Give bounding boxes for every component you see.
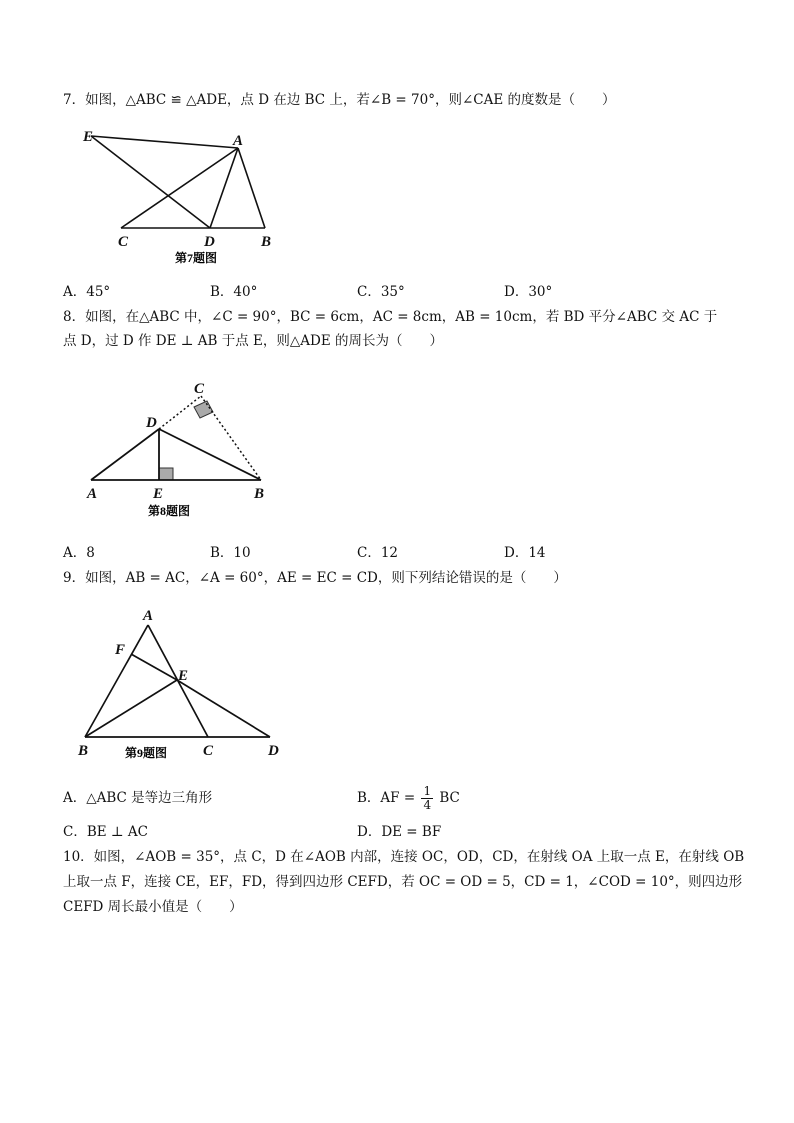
q9-label-d: D [268,743,279,759]
q7-label-a: A [233,133,244,149]
question-10-text-line3: CEFD 周长最小值是（ ） [63,899,243,915]
q8-option-b[interactable]: B．10 [210,545,251,561]
q8-option-a[interactable]: A．8 [63,545,95,561]
q8-label-b: B [254,486,265,502]
q8-label-c: C [194,381,205,397]
q9-option-b-suffix: BC [439,790,460,806]
q9-option-a[interactable]: A．△ABC 是等边三角形 [63,790,213,806]
q9-label-a: A [143,608,154,624]
fraction-denominator: 4 [423,798,432,812]
q8-caption: 第8题图 [148,504,191,518]
question-7-text: 7．如图，△ABC ≌ △ADE，点 D 在边 BC 上，若∠B = 70°，则∠CAE 的度数是（ ） [63,92,616,108]
q7-label-e: E [83,129,94,145]
q9-caption: 第9题图 [125,746,168,760]
question-9-figure [70,600,290,765]
q8-option-d[interactable]: D．14 [504,545,546,561]
q8-option-c[interactable]: C．12 [357,545,399,561]
q8-label-d: D [146,415,157,431]
question-9-text: 9．如图，AB = AC，∠A = 60°，AE = EC = CD，则下列结论错误的是（ ） [63,570,567,586]
q7-caption: 第7题图 [175,251,218,265]
q7-label-b: B [261,234,272,250]
q7-label-d: D [204,234,215,250]
q9-option-d[interactable]: D．DE = BF [357,824,442,840]
question-7-figure [75,122,295,267]
q7-option-d[interactable]: D．30° [504,284,553,300]
question-8-text-line2: 点 D，过 D 作 DE ⊥ AB 于点 E，则△ADE 的周长为（ ） [63,333,443,349]
q9-label-e: E [178,668,189,684]
question-10-text-line1: 10．如图，∠AOB = 35°，点 C，D 在∠AOB 内部，连接 OC，OD，CD，在射线 OA 上取一点 E，在射线 OB [63,849,745,865]
q7-option-b[interactable]: B．40° [210,284,258,300]
question-8-figure [80,375,290,525]
q9-label-c: C [203,743,214,759]
q8-label-a: A [87,486,98,502]
q8-label-e: E [153,486,164,502]
question-10-text-line2: 上取一点 F，连接 CE，EF，FD，得到四边形 CEFD，若 OC = OD = 5，CD = 1，∠COD = 10°，则四边形 [63,874,743,890]
q9-option-b[interactable] [357,780,460,816]
q7-option-a[interactable]: A．45° [63,284,111,300]
q9-option-b-prefix: B．AF = [357,790,416,806]
question-8-text-line1: 8．如图，在△ABC 中，∠C = 90°，BC = 6cm，AC = 8cm，AB = 10cm，若 BD 平分∠ABC 交 AC 于 [63,309,718,325]
fraction-numerator: 1 [423,784,432,798]
q9-label-b: B [78,743,89,759]
q9-option-c[interactable]: C．BE ⊥ AC [63,824,148,840]
q9-label-f: F [115,642,126,658]
fraction [421,785,433,812]
q7-option-c[interactable]: C．35° [357,284,405,300]
q7-label-c: C [118,234,129,250]
